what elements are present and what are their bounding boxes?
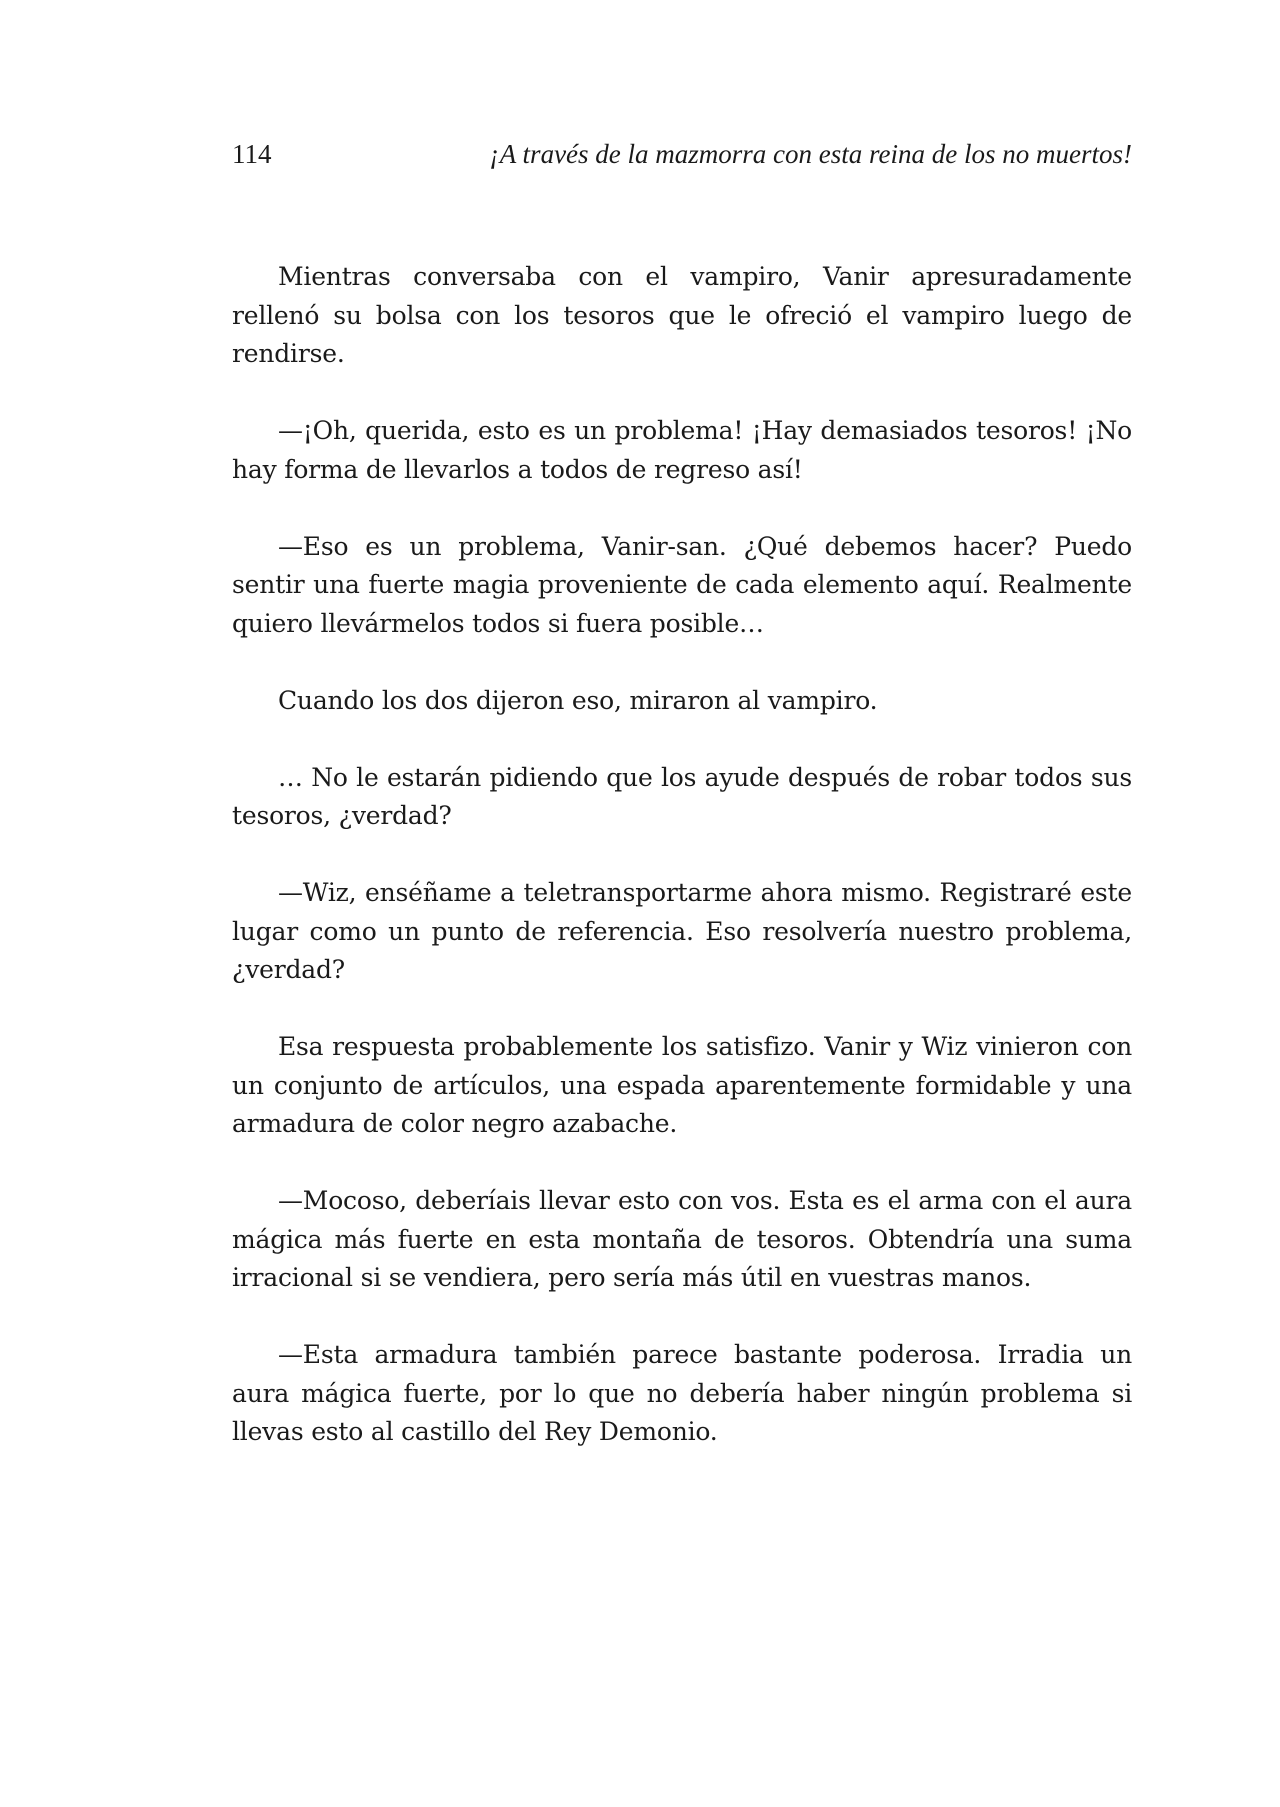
paragraph: —Wiz, enséñame a teletransportarme ahora mismo. Registraré este lugar como un punto de referencia. Eso resolvería nuestro problema, ¿verdad?	[232, 878, 1132, 984]
paragraph: —Eso es un problema, Vanir-san. ¿Qué debemos hacer? Puedo sentir una fuerte magia proveniente de cada elemento aquí. Realmente quiero llevármelos todos si fuera posible…	[232, 531, 1132, 638]
paragraph: … No le estarán pidiendo que los ayude después de robar todos sus tesoros, ¿verdad?	[232, 762, 1132, 830]
paragraph: Esa respuesta probablemente los satisfizo. Vanir y Wiz vinieron con un conjunto de artículos, una espada aparentemente formidable y una armadura de color negro azabache.	[232, 1032, 1132, 1138]
paragraph: —¡Oh, querida, esto es un problema! ¡Hay demasiados tesoros! ¡No hay forma de llevarlos a todos de regreso así!	[232, 416, 1132, 484]
paragraph: Cuando los dos dijeron eso, miraron al vampiro.	[278, 685, 878, 715]
running-title: ¡A través de la mazmorra con esta reina de los no muertos!	[489, 139, 1132, 169]
paragraph: Mientras conversaba con el vampiro, Vanir apresuradamente rellenó su bolsa con los tesoros que le ofreció el vampiro luego de rendirse.	[232, 262, 1132, 368]
page-number: 114	[232, 139, 272, 169]
paragraph: —Esta armadura también parece bastante poderosa. Irradia un aura mágica fuerte, por lo que no debería haber ningún problema si llevas esto al castillo del Rey Demonio.	[232, 1340, 1132, 1446]
running-head	[232, 134, 1132, 174]
paragraph: —Mocoso, deberíais llevar esto con vos. Esta es el arma con el aura mágica más fuerte en esta montaña de tesoros. Obtendría una suma irracional si se vendiera, pero sería más útil en vuestras manos.	[232, 1186, 1132, 1292]
body-text	[232, 258, 1132, 1490]
